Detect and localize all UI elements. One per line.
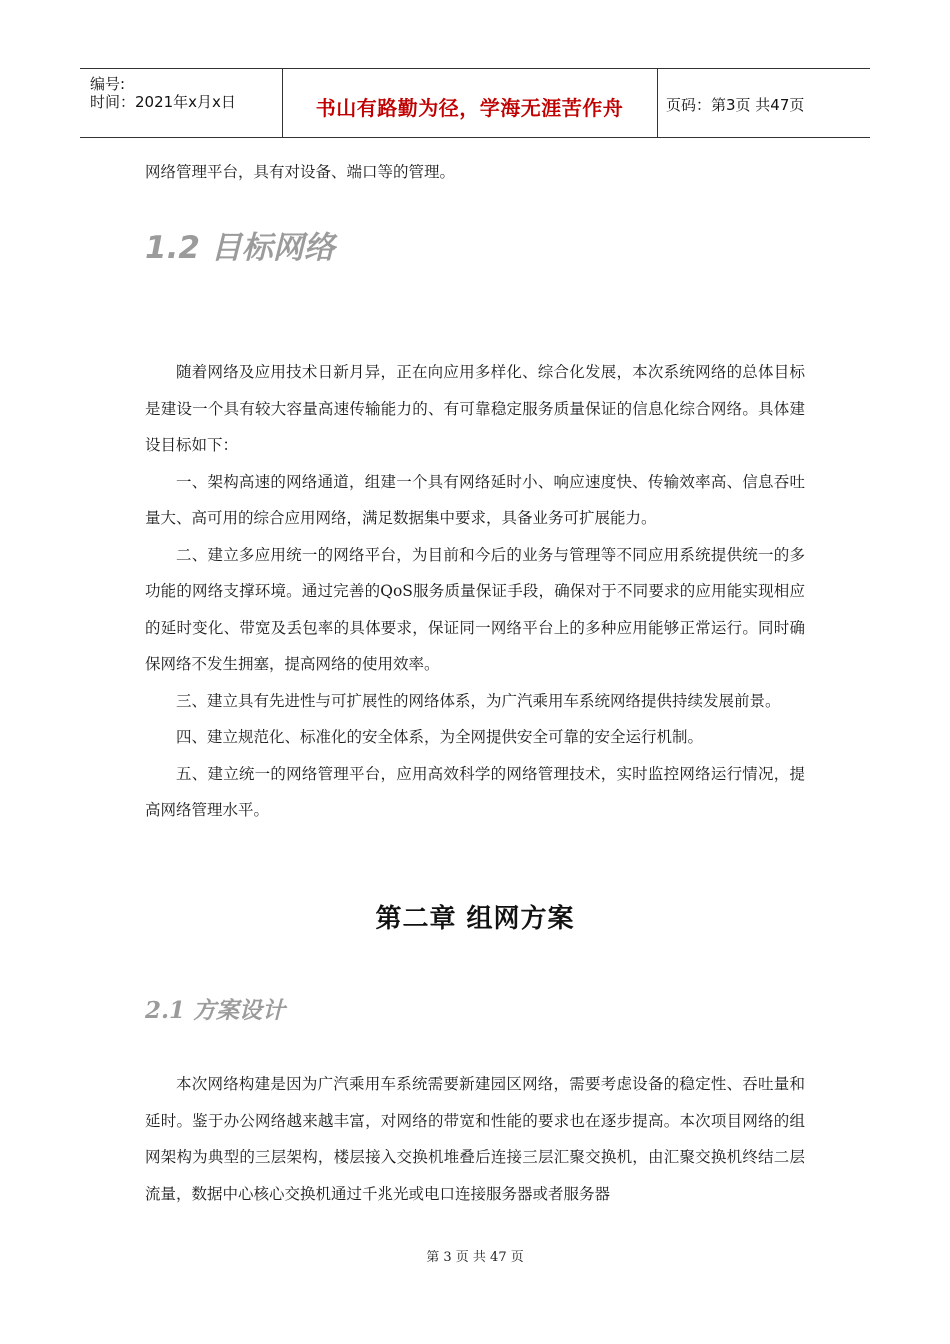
paragraph: 四、建立规范化、标准化的安全体系，为全网提供安全可靠的安全运行机制。 <box>176 728 704 746</box>
section-2-1-body <box>145 1066 805 1212</box>
document-time-label: 时间：2021年x月x日 <box>90 93 236 111</box>
section-heading-1-2: 1.2 目标网络 <box>145 230 335 266</box>
chapter-heading: 第二章 组网方案 <box>375 904 575 934</box>
section-1-2-body <box>145 354 805 829</box>
paragraph: 三、建立具有先进性与可扩展性的网络体系，为广汽乘用车系统网络提供持续发展前景。 <box>176 691 781 710</box>
paragraph: 二、建立多应用统一的网络平台，为目前和今后的业务与管理等不同应用系统提供统一的多功能的网络支撑环境。通过完善的QoS服务质量保证手段，确保对于不同要求的应用能实现相应的延时变化、带宽及丢包率的具体要求，保证同一网络平台上的多种应用能够正常运行。同时确保网络不发生拥塞，提高网络的使用效率。 <box>145 545 805 673</box>
paragraph: 随着网络及应用技术日新月异，正在向应用多样化、综合化发展，本次系统网络的总体目标是建设一个具有较大容量高速传输能力的、有可靠稳定服务质量保证的信息化综合网络。具体建设目标如下： <box>145 363 805 454</box>
header-table <box>80 68 870 138</box>
header-info-cell <box>80 69 283 137</box>
paragraph: 一、架构高速的网络通道，组建一个具有网络延时小、响应速度快、传输效率高、信息吞吐量大、高可用的综合应用网络，满足数据集中要求，具备业务可扩展能力。 <box>145 472 805 527</box>
header-motto: 书山有路勤为径，学海无涯苦作舟 <box>315 96 624 120</box>
paragraph: 五、建立统一的网络管理平台，应用高效科学的网络管理技术，实时监控网络运行情况，提高网络管理水平。 <box>145 764 805 819</box>
header-motto-cell <box>282 69 658 137</box>
intro-text <box>145 154 805 191</box>
paragraph: 本次网络构建是因为广汽乘用车系统需要新建园区网络，需要考虑设备的稳定性、吞吐量和延时。鉴于办公网络越来越丰富，对网络的带宽和性能的要求也在逐步提高。本次项目网络的组网架构为典型的三层架构，楼层接入交换机堆叠后连接三层汇聚交换机，由汇聚交换机终结二层流量，数据中心核心交换机通过千兆光或电口连接服务器或者服务器 <box>145 1075 805 1203</box>
header-page-number: 页码：第3页 共47页 <box>666 96 805 114</box>
intro-line: 网络管理平台，具有对设备、端口等的管理。 <box>145 163 456 181</box>
header-page-cell <box>658 69 870 137</box>
document-number-label: 编号: <box>90 75 126 93</box>
page-footer: 第 3 页 共 47 页 <box>426 1250 524 1265</box>
section-heading-2-1: 2.1 方案设计 <box>145 997 286 1024</box>
